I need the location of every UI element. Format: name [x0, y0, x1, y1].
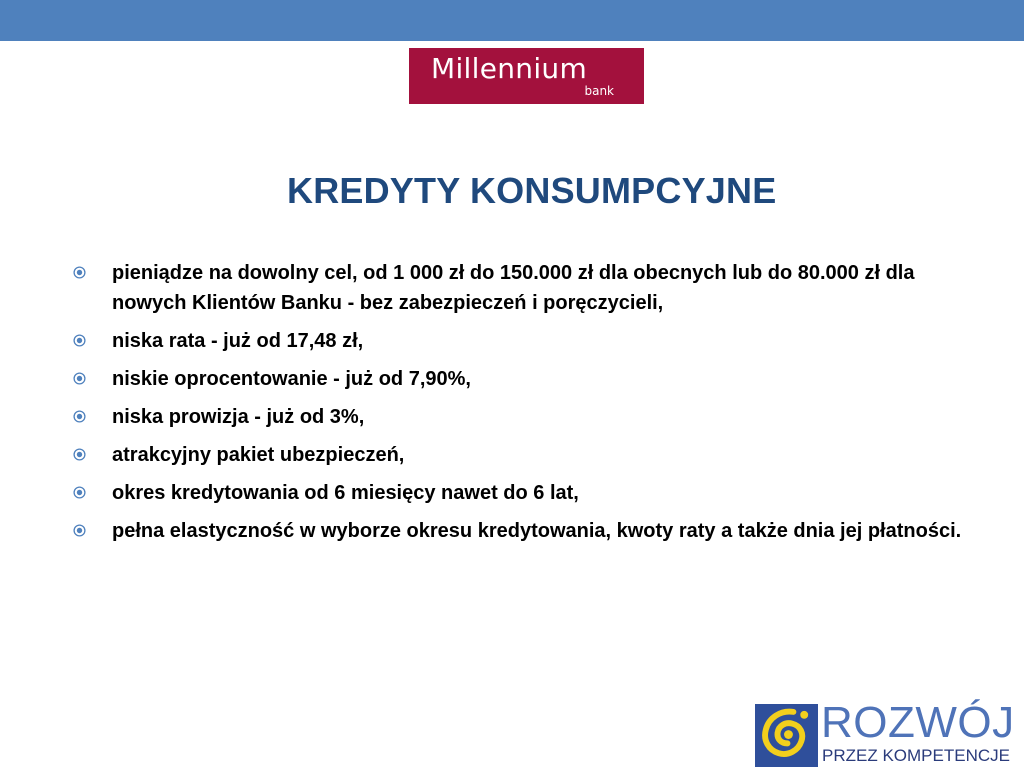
radio-bullet-icon — [73, 448, 86, 461]
bullet-text: niskie oprocentowanie - już od 7,90%, — [112, 368, 471, 390]
radio-bullet-icon — [73, 524, 86, 537]
radio-bullet-icon — [73, 372, 86, 385]
bullet-item — [70, 364, 970, 394]
rozwoj-logo — [755, 700, 1024, 768]
bullet-item — [70, 402, 970, 432]
bullet-text: atrakcyjny pakiet ubezpieczeń, — [112, 444, 405, 466]
bullet-text: pełna elastyczność w wyborze okresu kredytowania, kwoty raty a także dnia jej płatności. — [112, 520, 962, 542]
bank-logo-name: Millennium — [431, 52, 588, 85]
bullet-text: okres kredytowania od 6 miesięcy nawet do 6 lat, — [112, 482, 579, 504]
radio-bullet-icon — [73, 486, 86, 499]
bullet-text: pieniądze na dowolny cel, od 1 000 zł do 150.000 zł dla obecnych lub do 80.000 zł dla nowych Klientów Banku - bez zabezpieczeń i poręczycieli, — [112, 262, 915, 314]
bullet-list — [70, 258, 970, 554]
bullet-text: niska prowizja - już od 3%, — [112, 406, 365, 428]
spiral-emblem-icon — [755, 704, 818, 767]
bullet-item — [70, 258, 970, 318]
slide-title: KREDYTY KONSUMPCYJNE — [287, 170, 777, 211]
radio-bullet-icon — [73, 266, 86, 279]
millennium-bank-logo — [409, 48, 644, 104]
bullet-item — [70, 516, 970, 546]
bullet-item — [70, 326, 970, 356]
bullet-item — [70, 478, 970, 508]
program-logo-name: ROZWÓJ — [821, 698, 1015, 747]
bullet-item — [70, 440, 970, 470]
bullet-text: niska rata - już od 17,48 zł, — [112, 330, 364, 352]
top-accent-bar — [0, 0, 1024, 41]
bank-logo-subtitle: bank — [584, 84, 614, 98]
program-logo-tagline: PRZEZ KOMPETENCJE — [822, 746, 1010, 765]
radio-bullet-icon — [73, 410, 86, 423]
radio-bullet-icon — [73, 334, 86, 347]
